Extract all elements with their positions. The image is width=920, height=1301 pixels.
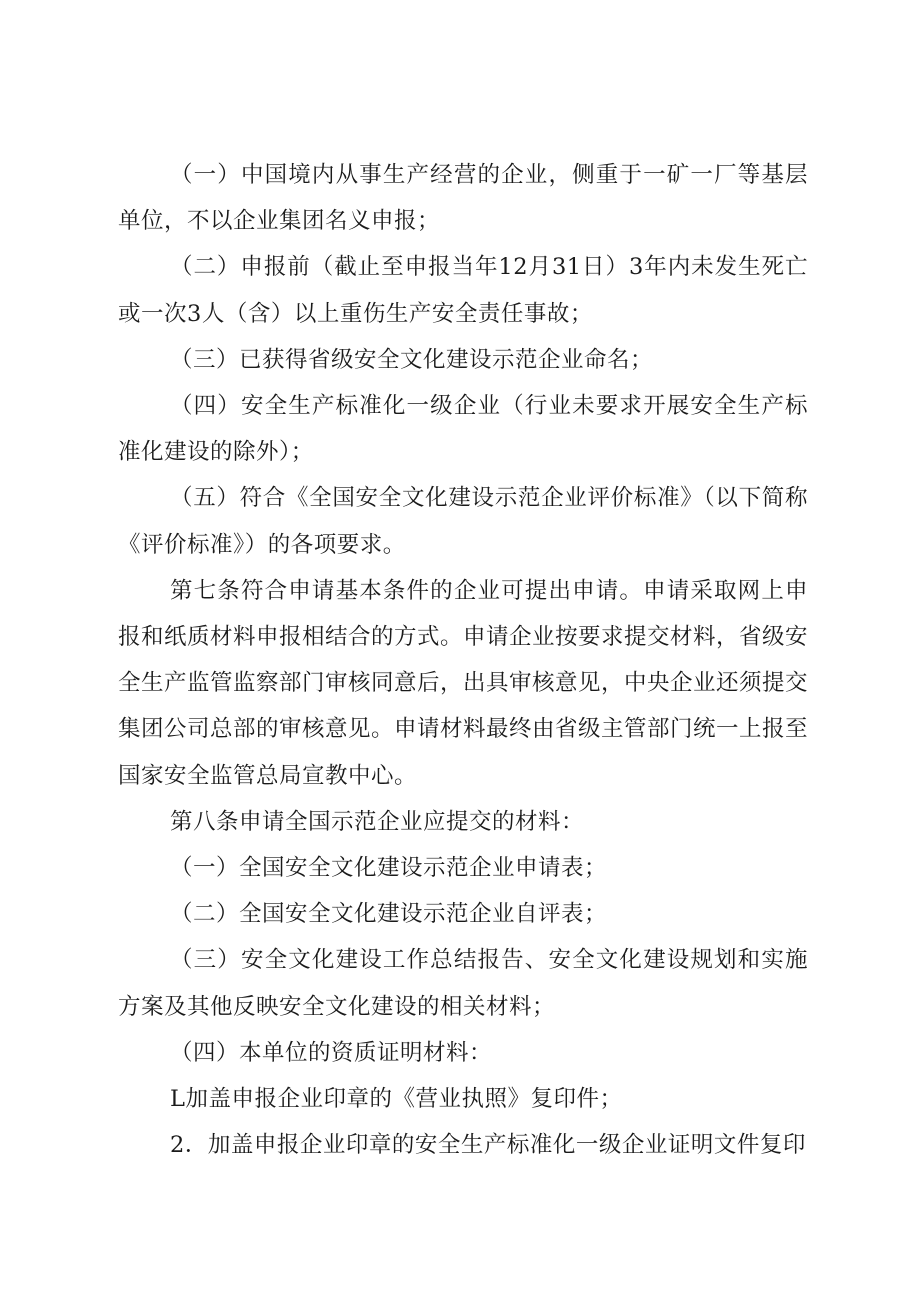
- paragraph-criterion-5: （五）符合《全国安全文化建设示范企业评价标准》（以下简称《评价标准》）的各项要求。: [118, 485, 808, 558]
- paragraph-material-2: （二）全国安全文化建设示范企业自评表；: [170, 901, 608, 928]
- paragraph-criterion-4: （四）安全生产标准化一级企业（行业未要求开展安全生产标准化建设的除外）；: [118, 393, 808, 466]
- paragraph-article-8: 第八条申请全国示范企业应提交的材料：: [170, 808, 585, 835]
- paragraph-sub-item-2: 2．加盖申报企业印章的安全生产标准化一级企业证明文件复印: [170, 1132, 806, 1159]
- document-body: [118, 152, 808, 1168]
- paragraph-criterion-3: （三）已获得省级安全文化建设示范企业命名；: [170, 346, 654, 373]
- paragraph-material-3: （三）安全文化建设工作总结报告、安全文化建设规划和实施方案及其他反映安全文化建设的相关材料；: [118, 947, 808, 1020]
- paragraph-article-7: 第七条符合申请基本条件的企业可提出申请。申请采取网上申报和纸质材料申报相结合的方式。申请企业按要求提交材料，省级安全生产监管监察部门审核同意后，出具审核意见，中央企业还须提交集团公司总部的审核意见。申请材料最终由省级主管部门统一上报至国家安全监管总局宣教中心。: [118, 577, 809, 789]
- paragraph-criterion-2: （二）申报前（截止至申报当年12月31日）3年内未发生死亡或一次3人（含）以上重伤生产安全责任事故；: [118, 254, 808, 327]
- paragraph-material-4: （四）本单位的资质证明材料：: [170, 1039, 493, 1066]
- paragraph-material-1: （一）全国安全文化建设示范企业申请表；: [170, 855, 608, 882]
- paragraph-sub-item-1: L加盖申报企业印章的《营业执照》复印件；: [170, 1086, 623, 1113]
- paragraph-criterion-1: （一）中国境内从事生产经营的企业，侧重于一矿一厂等基层单位，不以企业集团名义申报；: [118, 162, 808, 235]
